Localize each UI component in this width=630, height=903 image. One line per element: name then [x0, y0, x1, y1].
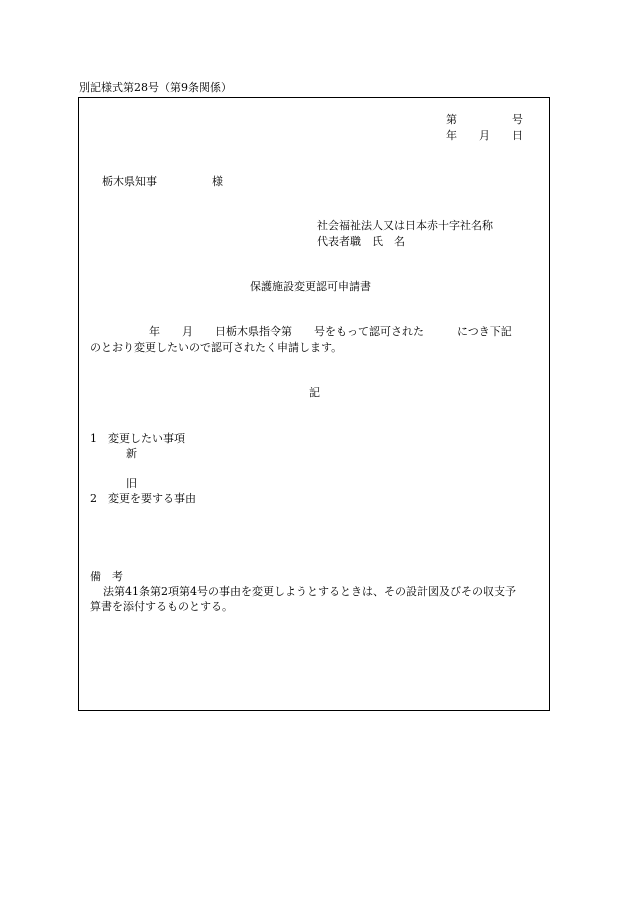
ki-heading: 記 [309, 386, 320, 399]
applicant-rep: 代表者職 氏 名 [317, 235, 405, 248]
body-line-2: のとおり変更したいので認可されたく申請します。 [90, 341, 343, 354]
body-line-1: 年 月 日栃木県指令第 号をもって認可された につき下記 [149, 325, 512, 338]
number-line: 第 号 [446, 113, 523, 126]
form-label: 別記様式第28号（第9条関係） [79, 81, 232, 94]
date-line: 年 月 日 [446, 129, 523, 142]
addressee: 栃木県知事 様 [102, 175, 223, 188]
applicant-org: 社会福祉法人又は日本赤十字社名称 [317, 219, 493, 232]
note-title: 備 考 [90, 570, 123, 583]
note-line-1: 法第41条第2項第4号の事由を変更しようとするときは、その設計図及びその収支予 [103, 585, 516, 598]
document-title: 保護施設変更認可申請書 [250, 280, 371, 293]
item-1-old: 旧 [126, 477, 137, 490]
form-frame [78, 97, 550, 711]
item-1-new: 新 [126, 447, 137, 460]
item-1: 1 変更したい事項 [90, 432, 185, 445]
note-line-2: 算書を添付するものとする。 [90, 600, 233, 613]
item-2: 2 変更を要する事由 [90, 492, 196, 505]
